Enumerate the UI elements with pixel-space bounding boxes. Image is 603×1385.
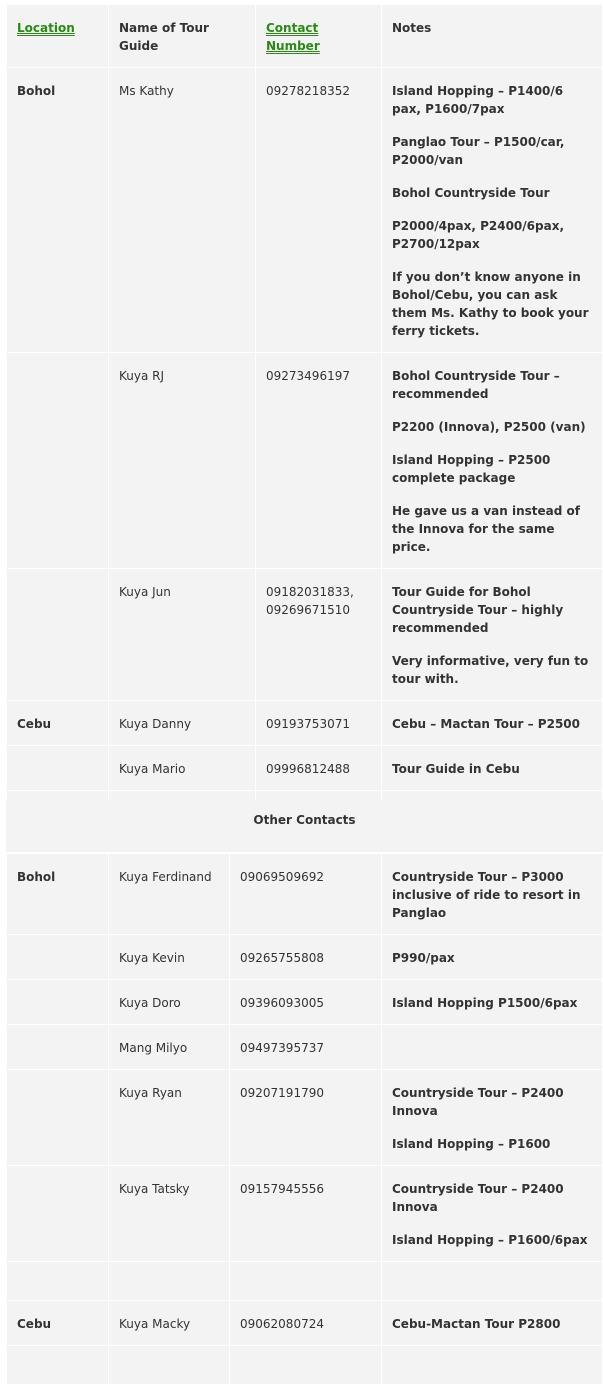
contact-number-cell: 09157945556 [230,1166,382,1262]
table-row [7,1301,603,1346]
guide-name-cell: Kuya Ryan [109,1070,230,1166]
notes-cell [382,1301,603,1346]
empty-cell [230,1346,382,1385]
main-table-body [7,68,603,830]
contact-number-cell: 09265755808 [230,935,382,980]
location-cell [7,980,109,1025]
note-line: Tour Guide in Cebu [392,762,520,776]
note-line: Countryside Tour – P2400 Innova [392,1086,564,1118]
note-line: Cebu-Mactan Tour P2800 [392,1317,561,1331]
note-line: Island Hopping – P1600/6pax [392,1233,588,1247]
empty-row [7,1346,603,1385]
note-line: Island Hopping – P1600 [392,1137,551,1151]
location-cell [7,935,109,980]
contact-number-cell: 09996812488 [256,746,382,791]
contact-number-cell: 09207191790 [230,1070,382,1166]
table-row [7,1166,603,1262]
note-line: Island Hopping P1500/6pax [392,996,578,1010]
other-table-body [7,854,603,1385]
table-row [7,746,603,791]
table-row [7,1025,603,1070]
location-cell: Bohol [7,68,109,353]
note-line: Cebu – Mactan Tour – P2500 [392,717,580,731]
name-header: Name of Tour Guide [109,5,256,68]
guide-name-cell: Ms Kathy [109,68,256,353]
note-line: Countryside Tour – P3000 inclusive of ride to resort in Panglao [392,870,581,920]
note-line: He gave us a van instead of the Innova for the same price. [392,504,580,554]
note-line: P2200 (Innova), P2500 (van) [392,420,586,434]
location-cell [7,1070,109,1166]
notes-header: Notes [382,5,603,68]
location-cell: Cebu [7,701,109,746]
notes-cell [382,1025,603,1070]
guide-name-cell: Kuya Mario [109,746,256,791]
notes-cell [382,353,603,569]
contact-number-cell: 09069509692 [230,854,382,935]
note-line: If you don’t know anyone in Bohol/Cebu, you can ask them Ms. Kathy to book your ferry tickets. [392,270,589,338]
notes-cell [382,935,603,980]
table-row [7,701,603,746]
notes-cell [382,746,603,791]
contact-number-cell: 09182031833, 09269671510 [256,569,382,701]
notes-cell [382,980,603,1025]
table-row [7,980,603,1025]
table-row [7,1070,603,1166]
note-line: P2000/4pax, P2400/6pax, P2700/12pax [392,219,565,251]
notes-cell [382,569,603,701]
note-line: Bohol Countryside Tour – recommended [392,369,560,401]
contact-header [256,5,382,68]
location-cell [7,746,109,791]
notes-cell [382,68,603,353]
location-cell [7,1025,109,1070]
location-cell [7,569,109,701]
contact-number-cell: 09273496197 [256,353,382,569]
guide-name-cell: Kuya Danny [109,701,256,746]
table-row [7,68,603,353]
contact-number-cell: 09396093005 [230,980,382,1025]
empty-cell [7,1262,109,1301]
empty-cell [7,1346,109,1385]
guide-name-cell: Kuya Doro [109,980,230,1025]
location-header [7,5,109,68]
guide-name-cell: Mang Milyo [109,1025,230,1070]
empty-cell [230,1262,382,1301]
contact-number-cell: 09062080724 [230,1301,382,1346]
table-row [7,935,603,980]
note-line: Island Hopping – P2500 complete package [392,453,551,485]
table-header-row [7,5,603,68]
other-contacts-table [6,853,603,1385]
note-line: Panglao Tour – P1500/car, P2000/van [392,135,565,167]
note-line: Tour Guide for Bohol Countryside Tour – highly recommended [392,585,564,635]
empty-row [7,1262,603,1301]
notes-cell [382,701,603,746]
location-cell [7,353,109,569]
contact-number-cell: 09497395737 [230,1025,382,1070]
guide-name-cell: Kuya RJ [109,353,256,569]
other-contacts-heading: Other Contacts [6,800,603,852]
note-line: Bohol Countryside Tour [392,186,550,200]
location-header-link[interactable]: Location [17,21,75,35]
contact-number-cell: 09278218352 [256,68,382,353]
guide-name-cell: Kuya Macky [109,1301,230,1346]
notes-cell [382,1070,603,1166]
note-line: Countryside Tour – P2400 Innova [392,1182,564,1214]
empty-cell [382,1262,603,1301]
empty-cell [109,1346,230,1385]
guide-name-cell: Kuya Tatsky [109,1166,230,1262]
guide-name-cell: Kuya Kevin [109,935,230,980]
notes-cell [382,854,603,935]
note-line: Very informative, very fun to tour with. [392,654,589,686]
note-line: P990/pax [392,951,455,965]
location-cell: Cebu [7,1301,109,1346]
guide-name-cell: Kuya Ferdinand [109,854,230,935]
empty-cell [382,1346,603,1385]
contact-header-link[interactable]: Contact Number [266,21,320,53]
empty-cell [109,1262,230,1301]
table-row [7,353,603,569]
notes-cell [382,1166,603,1262]
table-row [7,569,603,701]
location-cell: Bohol [7,854,109,935]
table-row [7,854,603,935]
location-cell [7,1166,109,1262]
tour-guide-table [6,4,603,830]
note-line: Island Hopping – P1400/6 pax, P1600/7pax [392,84,564,116]
guide-name-cell: Kuya Jun [109,569,256,701]
contact-number-cell: 09193753071 [256,701,382,746]
